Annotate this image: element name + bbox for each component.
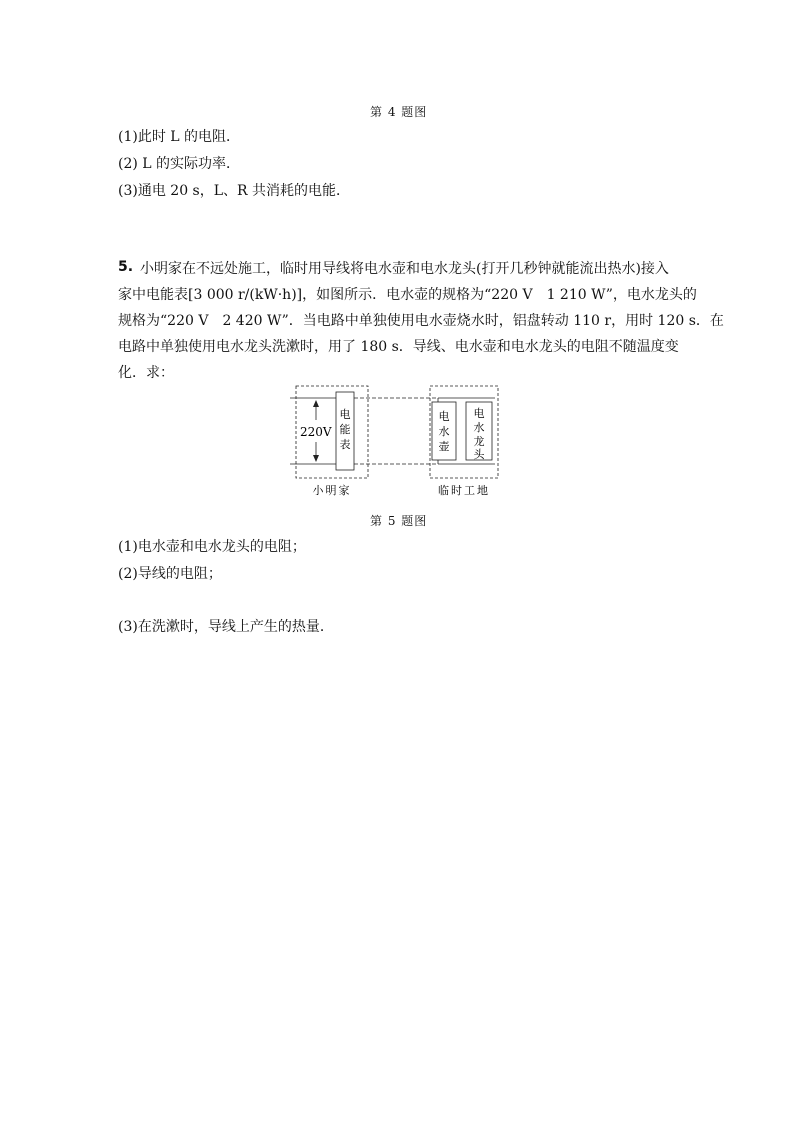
svg-text:壶: 壶	[438, 440, 450, 453]
q4-part-3: (3)通电 20 s，L、R 共消耗的电能．	[118, 183, 351, 199]
meter-char-1: 电	[339, 408, 351, 421]
q5-part-2: (2)导线的电阻；	[118, 566, 222, 582]
arrow-up-icon	[313, 400, 319, 407]
q5-line-4: 电路中单独使用电水龙头洗漱时，用了 180 s．导线、电水壶和电水龙头的电阻不随温度变	[118, 339, 679, 355]
svg-text:龙: 龙	[473, 435, 485, 448]
q5-line-5: 化．求：	[118, 365, 174, 381]
arrow-down-icon	[313, 455, 319, 462]
figure-4-caption: 第 4 题图	[370, 105, 428, 119]
voltage-label: 220V	[300, 425, 332, 439]
circuit-diagram	[290, 382, 510, 500]
svg-text:头: 头	[473, 448, 485, 461]
q5-line-1: 小明家在不远处施工，临时用导线将电水壶和电水龙头(打开几秒钟就能流出热水)接入	[140, 261, 669, 277]
q5-number: 5.	[118, 259, 134, 275]
home-label: 小明家	[312, 484, 352, 497]
site-label: 临时工地	[438, 484, 490, 497]
q5-part-1: (1)电水壶和电水龙头的电阻；	[118, 539, 306, 555]
svg-text:水: 水	[438, 425, 450, 438]
meter-char-3: 表	[339, 438, 351, 451]
q4-part-1: (1)此时 L 的电阻．	[118, 129, 241, 145]
figure-5-caption: 第 5 题图	[370, 514, 428, 528]
svg-text:电: 电	[473, 407, 485, 420]
svg-text:水: 水	[473, 421, 485, 434]
q5-part-3: (3)在洗漱时，导线上产生的热量．	[118, 619, 334, 635]
q5-line-2: 家中电能表[3 000 r/(kW·h)]，如图所示．电水壶的规格为“220 V 1 210 W”，电水龙头的	[118, 287, 697, 303]
meter-char-2: 能	[339, 423, 351, 436]
q4-part-2: (2) L 的实际功率．	[118, 156, 241, 172]
svg-text:电: 电	[438, 410, 450, 423]
q5-line-3: 规格为“220 V 2 420 W”．当电路中单独使用电水壶烧水时，铝盘转动 110 r，用时 120 s．在	[118, 313, 724, 329]
